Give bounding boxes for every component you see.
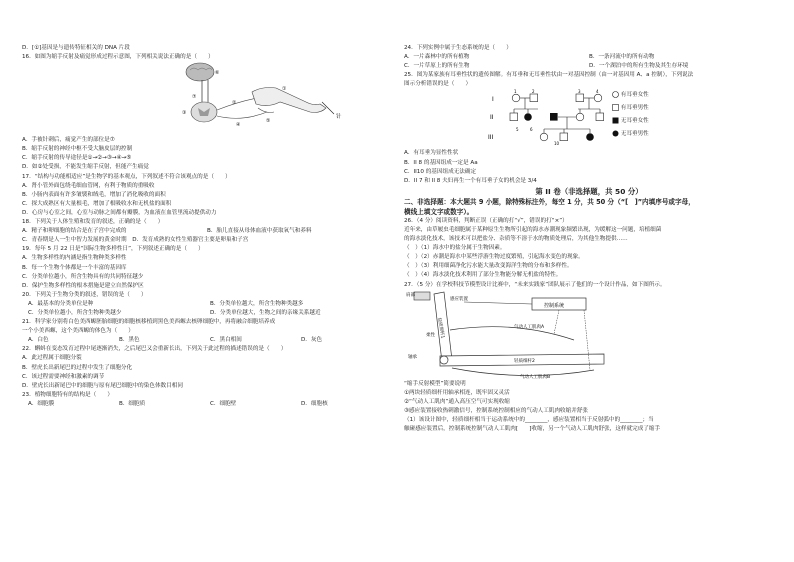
- q24-options-cd: [404, 62, 774, 71]
- label-hand: 肩部: [406, 292, 415, 298]
- q22-option-a: A．此过程属于细胞分裂: [22, 355, 82, 362]
- model-note-3: ③感应装置接收热刺激信号，控制系统控制相应的气动人工肌肉收缩并舒张: [404, 407, 589, 414]
- q26-material-2: 的海水淡化技术，该技术可以把盐分、杂质等不溶于水的物质处理后，为其他生物提供……: [404, 236, 628, 243]
- svg-text:10: 10: [554, 141, 560, 147]
- q16-figure: [22, 62, 392, 136]
- q24-option-c: C．一片草原上的所有生物: [404, 63, 470, 70]
- svg-text:6: 6: [530, 127, 533, 133]
- q19-option-c: C．分类单位越小，所含生物具有的共同特征越少: [22, 273, 144, 280]
- q19-stem: 19．每年 5 月 22 日是“国际生物多样性日”，下列叙述正确的是（ ）: [22, 246, 204, 253]
- q16-option-b: B．缩手反射的神经中枢不受大脑皮层的控制: [22, 146, 133, 153]
- q24-stem: 24．下列实例中属于生态系统的是（ ）: [404, 45, 512, 51]
- q26-item-1: （ ）（1）海水中的盐分属于生物因素。: [404, 245, 506, 252]
- svg-text:⑤: ⑤: [266, 118, 271, 125]
- q16-option-a: A．手被针刺后，痛觉产生的部位是⑦: [22, 137, 115, 144]
- legend-item-2: [612, 104, 649, 113]
- legend-item-4: [612, 130, 649, 139]
- gen-label-3: III: [488, 134, 494, 142]
- legend-label-4: 无耳垂男性: [620, 131, 649, 138]
- q22-option-d: D．壁虎长出新尾巴中的细胞与原有尾巴细胞中的染色体数目相同: [22, 382, 183, 389]
- label-axis: 轴承: [408, 354, 417, 360]
- q16-option-d: D．如②处受损，不能发生缩手反射，但能产生痛觉: [22, 164, 149, 171]
- q20-option-a: A．最基本的分类单位是种: [28, 300, 94, 307]
- model-note-1: ①两块轻质细杆用轴承相连，既牢固又灵活: [404, 389, 510, 396]
- q27-figure: [404, 290, 774, 380]
- q20-option-d: D．分类单位越大，生物之间的亲缘关系越近: [210, 309, 321, 316]
- q27-stem: 27．（5 分）在学校科技节模型设计比赛中，“未来实践家”团队展示了他们的一个设计作品，如下图所示。: [404, 281, 666, 288]
- q26-stem: 26．（4 分）阅读资料，判断正误（正确的打“√”，错误的打“×”）: [404, 217, 568, 224]
- legend-item-3: [612, 117, 649, 126]
- reflex-diagram: [22, 62, 392, 136]
- q17-option-c: C．探大成熟区有大量根毛，增加了根吸收水和无机盐的面积: [22, 200, 172, 207]
- q18-options-ab: [22, 227, 392, 236]
- svg-text:3: 3: [578, 89, 581, 95]
- q17-stem: 17．“结构与功能相适应”是生物学的基本观点，下列叙述不符合该观点的是（ ）: [22, 173, 231, 180]
- pedigree-figure: [404, 89, 774, 149]
- q15-option-d: D．[①]基因是与遗传特征相关的 DNA 片段: [22, 45, 130, 51]
- q22-option-b: B．壁虎长出新尾巴的过程中发生了细胞分化: [22, 364, 133, 371]
- label-side: 柔性: [426, 332, 435, 338]
- q21-options: [22, 336, 392, 345]
- q19-option-a: A．生物多样性的内涵是指生物种类多样性: [22, 255, 127, 262]
- svg-text:③: ③: [182, 110, 187, 117]
- model-caption: “缩手反射模型”简要说明: [404, 380, 466, 387]
- svg-text:2: 2: [532, 89, 535, 95]
- q17-option-a: A．肾小管外面包绕毛细血管网，有利于物质的重吸收: [22, 182, 155, 189]
- svg-text:⑦: ⑦: [192, 94, 197, 101]
- q16-stem: 16．如图为缩手反射及痛觉形成过程示意图，下列相关说法正确的是（ ）: [22, 54, 214, 61]
- q18-option-a: A．精子和卵细胞的结合是在子宫中完成的: [22, 228, 127, 235]
- q25-stem-1: 25．图为某家族有耳垂性状的遗传图解。有耳垂和无耳垂性状由一对基因控制（由一对基因用 A、a 控制），下列说法: [404, 72, 694, 79]
- q24-option-b: B．一条河流中的所有动物: [589, 54, 655, 61]
- svg-text:4: 4: [596, 89, 599, 95]
- label-muscle-b: 气动人工肌肉B: [520, 374, 551, 380]
- q17-option-d: D．心房与心室之间，心室与动脉之间都有瓣膜，为血液在血管里流动提供动力: [22, 209, 217, 216]
- q21-option-c: C．黑白相间: [210, 337, 242, 344]
- label-sensor: 感应装置: [450, 296, 468, 302]
- q25-option-c: C．II10 的基因组成无法确定: [404, 168, 477, 175]
- svg-text:②: ②: [232, 100, 237, 107]
- q26-material-1: 近年来，由草履虫毛细胞属于某种原生生物所引起的海水赤潮现象频繁出现，为缓解这一问题，培植细菌: [404, 226, 662, 233]
- q24-options-ab: [404, 53, 774, 62]
- q26-item-3: （ ）（3）利用细菌净化污水能大量改变海洋生物的分布和多样性。: [404, 263, 573, 270]
- q25-stem-2: 图示分析错误的是（ ）: [404, 81, 472, 88]
- q22-option-c: C．该过程需要神经和激素的调节: [22, 373, 105, 380]
- q26-item-2: （ ）（2）赤潮是海水中某些浮游生物过度繁殖，引起海水变色的现象。: [404, 254, 584, 261]
- needle-label: 针: [336, 114, 342, 121]
- q23-option-d: D．细胞核: [301, 400, 328, 407]
- section2-heading-1: 二、非选择题：本大题共 9 小题，除特殊标注外，每空 1 分，共 50 分（“[ ]”内填序号或字母，: [404, 197, 695, 206]
- arm-model-diagram: [404, 290, 774, 380]
- q16-option-c: C．缩手反射的传导途径是①→②→③→④→⑤: [22, 155, 132, 162]
- legend-item-1: [612, 91, 649, 100]
- legend-label-3: 无耳垂女性: [620, 118, 649, 125]
- svg-text:④: ④: [236, 122, 241, 129]
- gen-label-1: I: [492, 96, 494, 104]
- gen-label-2: II: [490, 114, 494, 122]
- q19-option-d: D．保护生物多样性的根本措施是建立自然保护区: [22, 282, 144, 289]
- q23-option-b: B．细胞质: [119, 400, 146, 407]
- label-bar2: 轻质细杆2: [514, 358, 535, 364]
- left-column: [22, 44, 392, 409]
- legend-label-2: 有耳垂男性: [620, 105, 649, 112]
- section2-title: 第 II 卷（非选择题，共 50 分）: [535, 186, 643, 196]
- label-bar1: 轻质细杆1: [436, 317, 445, 339]
- q25-option-d: D．II 7 和 II 8 夫妇再生一个有耳垂子女的机会是 3/4: [404, 177, 537, 184]
- q26-item-4: （ ）（4）海水淡化技术利用了部分生物能分解无机盐的特性。: [404, 272, 562, 279]
- q24-option-d: D．一个湖泊中的所有生物及其生存环境: [589, 63, 689, 70]
- q20-options-cd: [22, 309, 392, 318]
- q20-stem: 20．下列关于生物分类的叙述，错误的是（ ）: [22, 291, 147, 298]
- pedigree-chart: [404, 89, 774, 149]
- q18-option-b: B．胎儿直接从母体血液中获取氧气和养料: [207, 228, 312, 235]
- q18-options-cd: C．青春期是人一生中智力发展的黄金时期 D．发育成熟的女性生殖器官主要是卵巢和子宫: [22, 237, 249, 244]
- q21-option-d: D．灰色: [301, 337, 323, 344]
- q23-option-a: A．细胞膜: [28, 400, 55, 407]
- q18-stem: 18．下列关于人体生殖和发育的叙述，正确的是（ ）: [22, 219, 164, 226]
- q17-option-b: B．小肠内表面有许多皱襞和绒毛，增加了消化吸收的面积: [22, 191, 166, 198]
- svg-text:1: 1: [514, 89, 517, 95]
- label-control: 控制系统: [544, 302, 565, 309]
- q25-option-b: B．II 8 的基因组成一定是 Aa: [404, 159, 478, 166]
- legend-label-1: 有耳垂女性: [620, 92, 649, 99]
- q20-option-b: B．分类单位越大，所含生物种类越多: [210, 300, 304, 307]
- q21-stem-1: 21．科学家分别将白色美西螈胚胎细胞的细胞核移植到黑色美西螈去核卵细胞中，再将融合细胞培养成: [22, 319, 276, 326]
- label-muscle-a: 气动人工肌肉A: [514, 324, 545, 330]
- model-note-2: ②“气动人工肌肉”通入高压空气可实现收缩: [404, 398, 510, 405]
- q23-options: [22, 400, 392, 409]
- q20-option-c: C．分类单位越小，所含生物种类越少: [28, 309, 122, 316]
- q21-option-b: B．黑色: [119, 337, 140, 344]
- q25-option-a: A．有耳垂为显性性状: [404, 150, 459, 157]
- q24-option-a: A．一片森林中的所有植物: [404, 54, 470, 61]
- right-column: [404, 44, 774, 434]
- section2-heading-2: 横线上填文字或数字）。: [404, 207, 474, 216]
- q27-sub-1: （1）该设计图中，轻质细杆相当于运动系统中的________，感应装置相当于反射弧中的________；当: [404, 416, 654, 423]
- svg-text:⑥: ⑥: [215, 70, 220, 77]
- q21-option-a: A．白色: [28, 337, 49, 344]
- q27-sub-2: 触碰感应装置后，控制系统控制气动人工肌肉[ ]收缩，另一个气动人工肌肉舒张，这样就完成了缩手: [404, 426, 661, 433]
- q19-option-b: B．每一个生物个体都是一个丰富的基因库: [22, 264, 127, 271]
- q23-option-c: C．细胞壁: [210, 400, 237, 407]
- q22-stem: 22．蝌蚪在变态发育过程中尾逐渐消失，之后尾巴又会重新长出，下列关于此过程的描述错误的是（ ）: [22, 346, 287, 353]
- svg-text:5: 5: [516, 127, 519, 133]
- q23-stem: 23．植物细胞特有的结构是（ ）: [22, 391, 114, 398]
- svg-text:①: ①: [282, 86, 287, 93]
- q21-stem-2: 一个小美西螈，这个美西螈的体色为（ ）: [22, 328, 134, 335]
- q20-options-ab: [22, 300, 392, 309]
